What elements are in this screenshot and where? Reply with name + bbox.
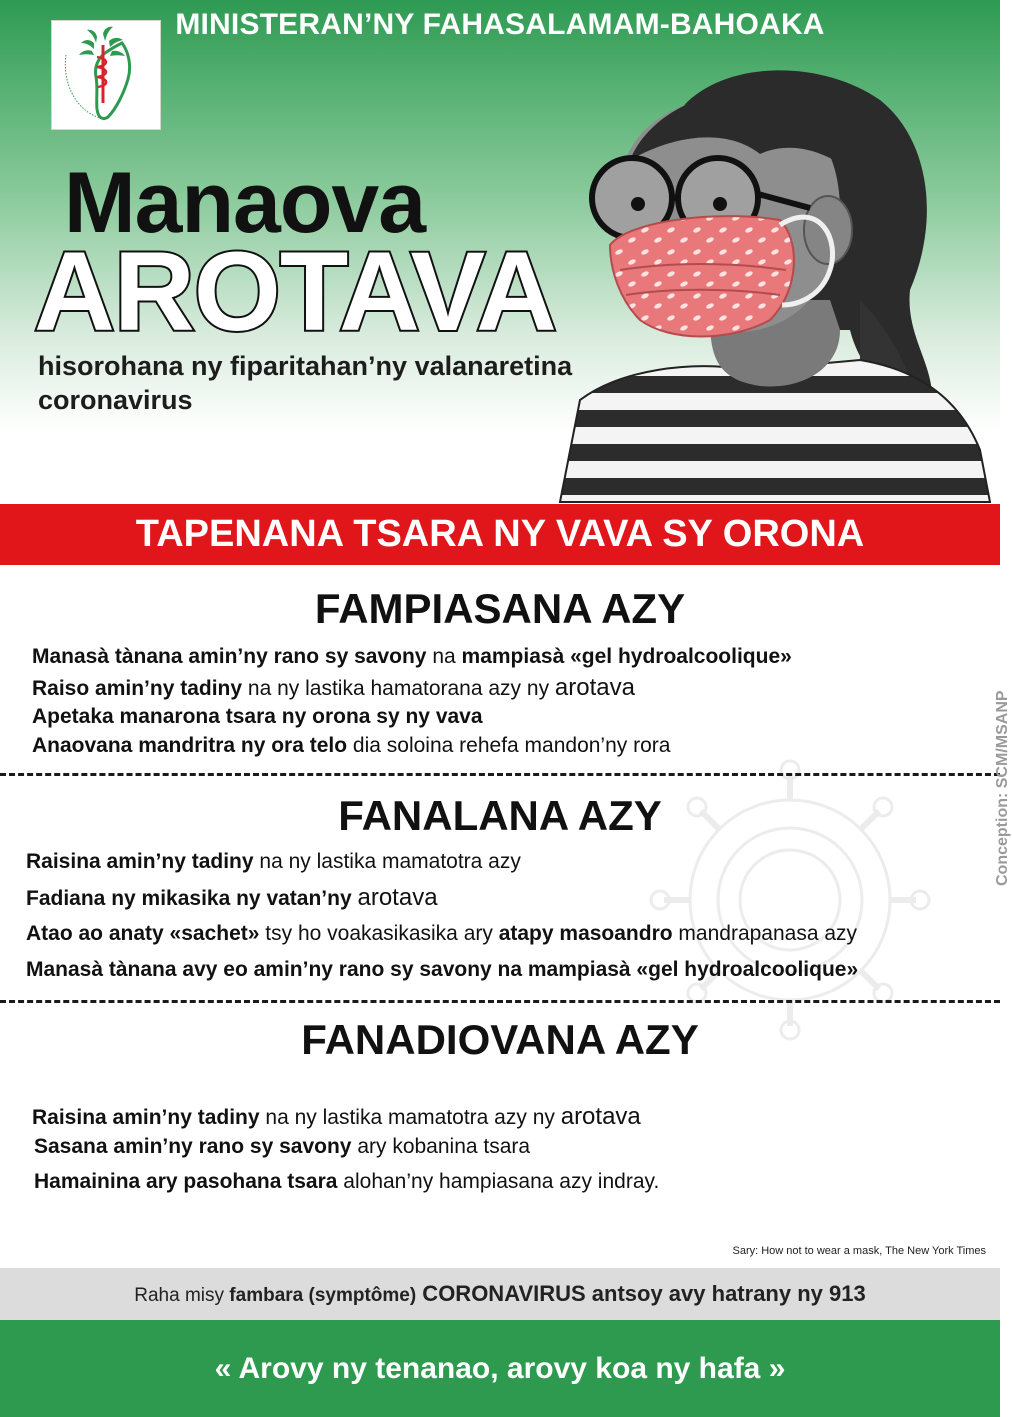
fanalana-line-4: Manasà tànana avy eo amin’ny rano sy savony na mampiasà «gel hydroalcoolique» (26, 958, 859, 981)
woman-with-mask-illustration (560, 70, 1000, 502)
section-divider (0, 773, 1000, 776)
subtitle-line-1: hisorohana ny fiparitahan’ny valanaretina (38, 351, 573, 381)
hotline-symptom: fambara (symptôme) (229, 1285, 417, 1306)
conception-credit: Conception: SCM/MSANP (994, 690, 1011, 886)
fanadiovana-line-1: Raisina amin’ny tadiny na ny lastika mamatotra azy ny arotava (32, 1103, 641, 1130)
main-instruction-banner: TAPENANA TSARA NY VAVA SY ORONA (0, 504, 1000, 565)
hero-section (0, 0, 1000, 502)
hotline-number: CORONAVIRUS antsoy avy hatrany ny 913 (416, 1281, 866, 1306)
image-credit: Sary: How not to wear a mask, The New York Times (732, 1245, 986, 1257)
fampiasana-line-3: Apetaka manarona tsara ny orona sy ny vava (32, 705, 483, 728)
fanadiovana-line-3: Hamainina ary pasohana tsara alohan’ny hampiasana azy indray. (34, 1170, 660, 1193)
hotline-prefix: Raha misy (134, 1285, 230, 1306)
hero-subtitle (38, 350, 638, 418)
section-divider (0, 1000, 1000, 1003)
fanalana-line-3: Atao ao anaty «sachet» tsy ho voakasikasika ary atapy masoandro mandrapanasa azy (26, 922, 858, 945)
section-title-fanadiovana: FANADIOVANA AZY (301, 1016, 699, 1063)
section-title-fampiasana: FAMPIASANA AZY (314, 585, 686, 632)
slogan-band: « Arovy ny tenanao, arovy koa ny hafa » (0, 1320, 1000, 1417)
ministry-logo-icon (51, 20, 161, 130)
fanalana-line-1: Raisina amin’ny tadiny na ny lastika mamatotra azy (26, 850, 521, 873)
ministry-name: MINISTERAN’NY FAHASALAMAM-BAHOAKA (175, 8, 825, 41)
fampiasana-line-2: Raiso amin’ny tadiny na ny lastika hamatorana azy ny arotava (32, 674, 635, 701)
fampiasana-line-4: Anaovana mandritra ny ora telo dia soloina rehefa mandon’ny rora (32, 734, 671, 757)
hotline-band (0, 1268, 1000, 1320)
title-arotava: AROTAVA (34, 229, 556, 354)
fanadiovana-line-2: Sasana amin’ny rano sy savony ary kobanina tsara (34, 1135, 531, 1158)
fampiasana-line-1: Manasà tànana amin’ny rano sy savony na mampiasà «gel hydroalcoolique» (32, 645, 792, 668)
fanalana-line-2: Fadiana ny mikasika ny vatan’ny arotava (26, 884, 438, 911)
title-manaova: Manaova (64, 155, 426, 251)
subtitle-line-2: coronavirus (38, 384, 193, 415)
section-title-fanalana: FANALANA AZY (338, 792, 662, 839)
